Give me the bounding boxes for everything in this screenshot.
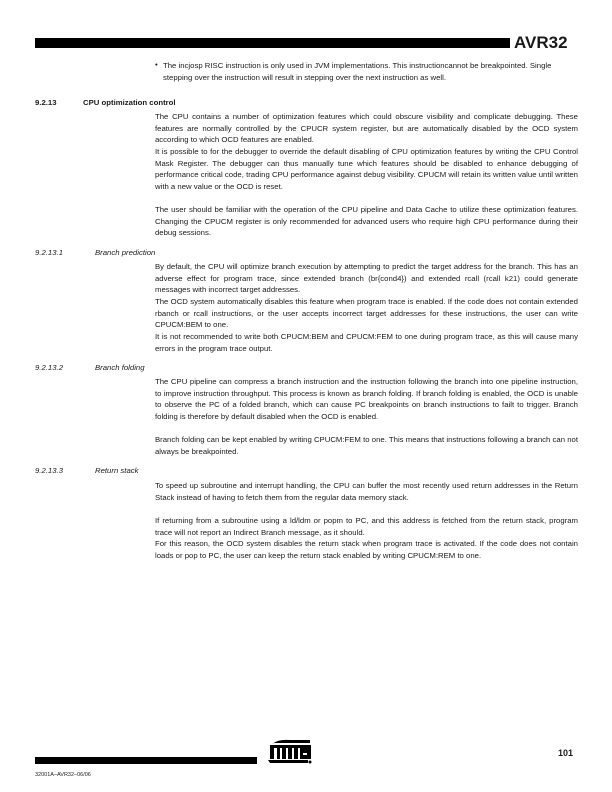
subsection-title: Branch prediction — [95, 248, 156, 257]
bullet-icon: • — [155, 60, 158, 69]
header-title: AVR32 — [514, 33, 568, 52]
paragraph: Branch folding can be kept enabled by writing CPUCM:FEM to one. This means that instructions following a branch can not always be breakpointed. — [155, 435, 578, 456]
section-title: CPU optimization control — [83, 98, 176, 107]
subsection-number: 9.2.13.2 — [35, 363, 64, 372]
subsection-number: 9.2.13.3 — [35, 466, 64, 475]
subsection-title: Branch folding — [95, 363, 145, 372]
paragraph: To speed up subroutine and interrupt handling, the CPU can buffer the most recently used return addresses in the Return Stack instead of having to fetch them from the regular data memory stack. — [155, 481, 578, 502]
subsection-title: Return stack — [95, 466, 139, 475]
paragraph: If returning from a subroutine using a ld/ldm or popm to PC, and this address is fetched from the return stack, program trace will not report an Indirect Branch message, as it should. — [155, 516, 578, 537]
paragraph: The CPU contains a number of optimization features which could obscure visibility and complicate debugging. These features are normally controlled by the CPUCR system register, but are automatically disabled by the OCD system according to which OCD features are enabled. — [155, 112, 578, 145]
atmel-logo — [268, 739, 313, 765]
document-number: 32001A–AVR32–06/06 — [35, 772, 91, 778]
subsection-number: 9.2.13.1 — [35, 248, 64, 257]
paragraph: It is not recommended to write both CPUCM:BEM and CPUCM:FEM to one during program trace, as this will cause many errors in the program trace output. — [155, 332, 578, 353]
paragraph: For this reason, the OCD system disables the return stack when program trace is activated. If the code does not contain loads or pop to PC, the user can keep the return stack enabled by writing CPUCM:REM to one. — [155, 539, 578, 560]
header-rule — [35, 38, 510, 48]
page-number: 101 — [558, 748, 574, 758]
bullet-text: The incjosp RISC instruction is only used in JVM implementations. This instructioncannot be breakpointed. Single stepping over the instruction will result in stepping over the next instruction as well. — [163, 61, 552, 82]
paragraph: The user should be familiar with the operation of the CPU pipeline and Data Cache to utilize these optimization features. Changing the CPUCM register is only recommended for advanced users who require high CPU performance during their debug sessions. — [155, 205, 578, 238]
paragraph: The OCD system automatically disables this feature when program trace is enabled. If the code does not contain extended rbanch or rcall instructions, or the user accepts incorrect target addresses for these instructions, the user can write CPUCM:BEM to one. — [155, 297, 578, 330]
section-number: 9.2.13 — [35, 98, 57, 107]
paragraph: It is possible to for the debugger to override the default disabling of CPU optimization features by writing the CPU Control Mask Register. The debugger can thus manually tune which features should be disabled to enhance debugging of performance critical code, trading CPU performance against debug visibility. CPUCM will retain its written value until written with a new value or the OCD is reset. — [155, 147, 578, 191]
paragraph: By default, the CPU will optimize branch execution by attempting to predict the target address for the branch. This has an adverse effect for program trace, since extended branch (br{cond4}) and extended rcall (rcall k21) could generate messages with incorrect target addresses. — [155, 262, 578, 295]
paragraph: The CPU pipeline can compress a branch instruction and the instruction following the branch into one pipeline instruction, to improve instruction throughput. This process is known as branch folding. If branch folding is enabled, the OCD is unable to observe the PC of a folded branch, which can cause PC breakpoints on branch instructions to failt to trigger. Branch folding is therefore by default disabled when the OCD is enabled. — [155, 377, 578, 421]
footer-rule — [35, 757, 257, 764]
